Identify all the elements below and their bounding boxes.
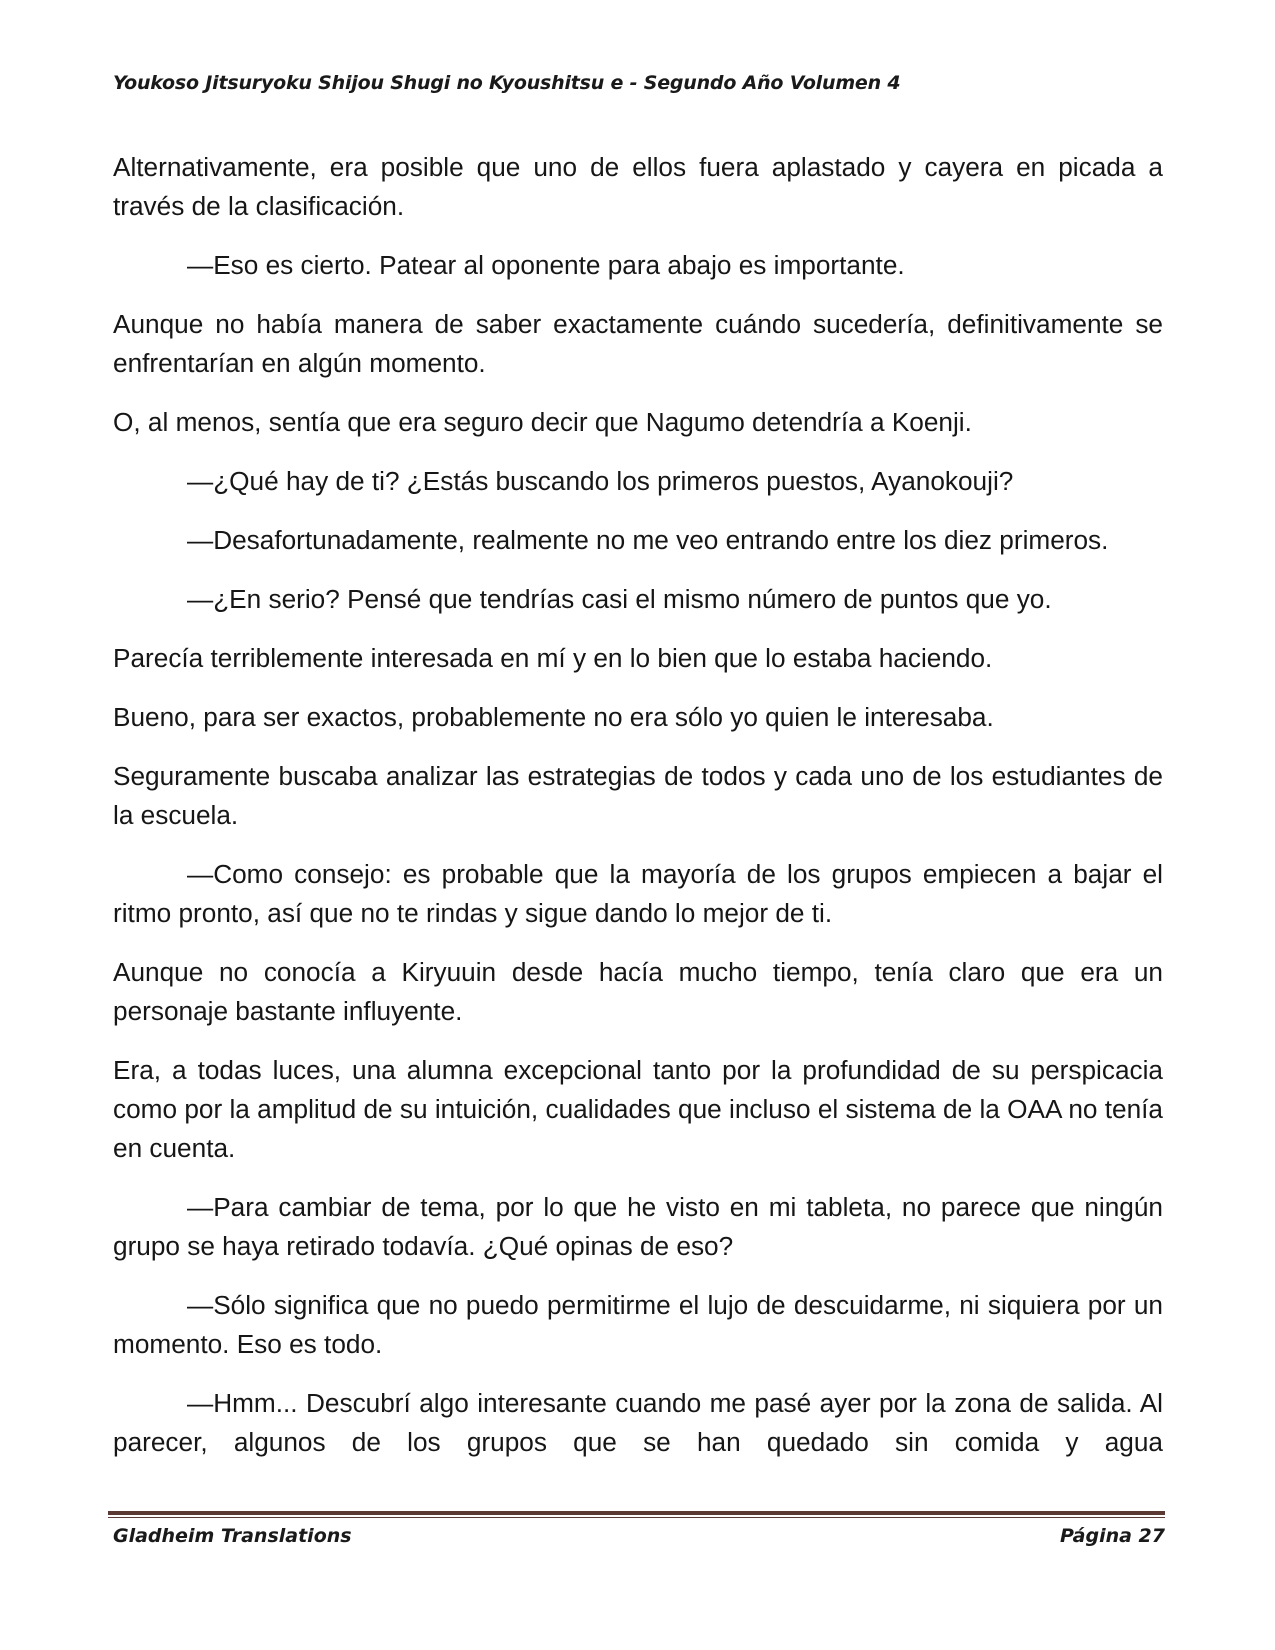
paragraph: Parecía terriblemente interesada en mí y en lo bien que lo estaba haciendo. — [113, 643, 993, 673]
footer-divider — [108, 1511, 1165, 1518]
footer-translator-credit: Gladheim Translations — [113, 1525, 352, 1547]
footer-page-number: Página 27 — [1059, 1525, 1165, 1547]
dialogue-paragraph: —Para cambiar de tema, por lo que he visto en mi tableta, no parece que ningún grupo se haya retirado todavía. ¿Qué opinas de eso? — [113, 1192, 1163, 1261]
paragraph: Era, a todas luces, una alumna excepcional tanto por la profundidad de su perspicacia como por la amplitud de su intuición, cualidades que incluso el sistema de la OAA no tenía en cuenta. — [113, 1055, 1163, 1163]
paragraph: Aunque no había manera de saber exactamente cuándo sucedería, definitivamente se enfrentarían en algún momento. — [113, 309, 1163, 378]
dialogue-paragraph: —Sólo significa que no puedo permitirme el lujo de descuidarme, ni siquiera por un momento. Eso es todo. — [113, 1290, 1163, 1359]
dialogue-paragraph: —Eso es cierto. Patear al oponente para abajo es importante. — [187, 250, 905, 280]
dialogue-paragraph: —Desafortunadamente, realmente no me veo entrando entre los diez primeros. — [187, 525, 1109, 555]
paragraph: Seguramente buscaba analizar las estrategias de todos y cada uno de los estudiantes de la escuela. — [113, 761, 1163, 830]
page-header-title: Youkoso Jitsuryoku Shijou Shugi no Kyoushitsu e - Segundo Año Volumen 4 — [113, 72, 901, 94]
paragraph: Alternativamente, era posible que uno de ellos fuera aplastado y cayera en picada a través de la clasificación. — [113, 152, 1163, 221]
body-text — [113, 148, 1163, 1462]
footer-divider-thick-line — [108, 1511, 1165, 1515]
paragraph: O, al menos, sentía que era seguro decir que Nagumo detendría a Koenji. — [113, 407, 972, 437]
footer-divider-thin-line — [108, 1517, 1165, 1518]
paragraph: Bueno, para ser exactos, probablemente no era sólo yo quien le interesaba. — [113, 702, 994, 732]
dialogue-paragraph: —Hmm... Descubrí algo interesante cuando me pasé ayer por la zona de salida. Al parecer, algunos de los grupos que se han quedado sin comida y agua — [113, 1388, 1163, 1457]
paragraph: Aunque no conocía a Kiryuuin desde hacía mucho tiempo, tenía claro que era un personaje bastante influyente. — [113, 957, 1163, 1026]
dialogue-paragraph: —¿Qué hay de ti? ¿Estás buscando los primeros puestos, Ayanokouji? — [187, 466, 1014, 496]
dialogue-paragraph: —Como consejo: es probable que la mayoría de los grupos empiecen a bajar el ritmo pronto, así que no te rindas y sigue dando lo mejor de ti. — [113, 859, 1163, 928]
dialogue-paragraph: —¿En serio? Pensé que tendrías casi el mismo número de puntos que yo. — [187, 584, 1052, 614]
